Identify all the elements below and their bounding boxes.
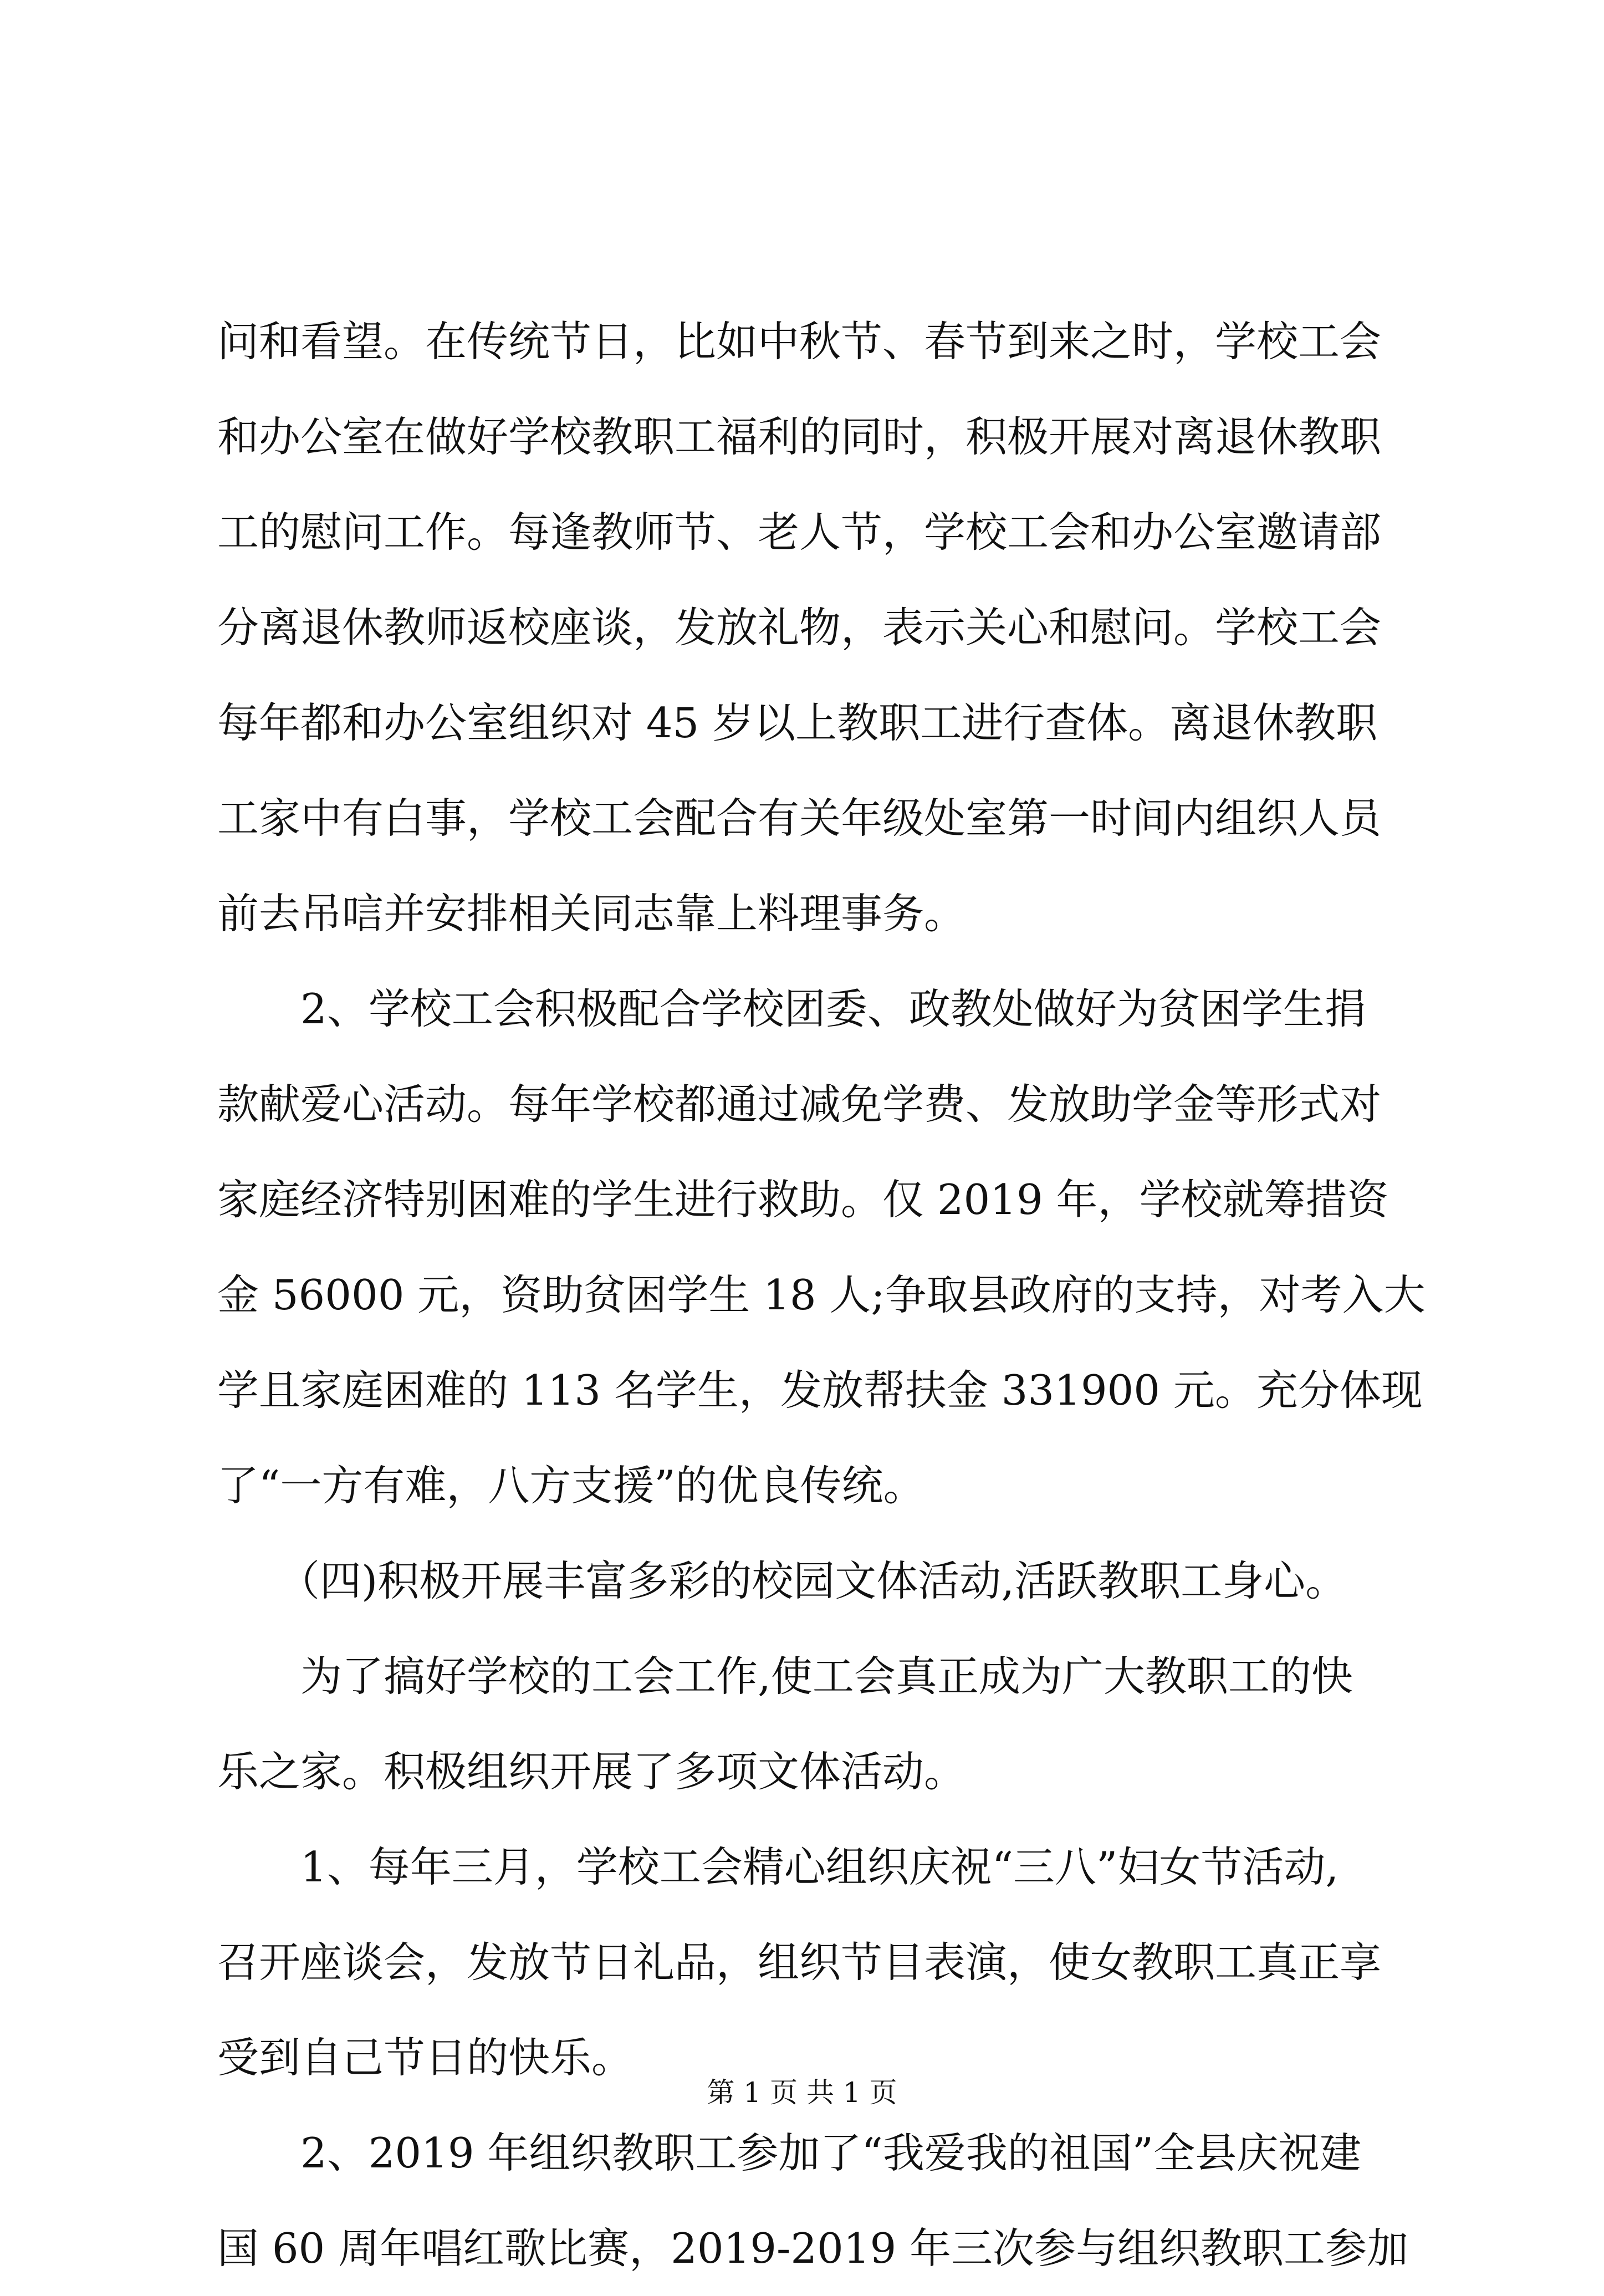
text-line: 国 60 周年唱红歌比赛，2019-2019 年三次参与组织教职工参加 [217,2224,1409,2273]
paragraph-start-line: 2、学校工会积极配合学校团委、政教处做好为贫困学生捐 [300,984,1366,1033]
text-line: 前去吊唁并安排相关同志靠上料理事务。 [217,889,966,938]
text-line: 分离退休教师返校座谈，发放礼物，表示关心和慰问。学校工会 [217,603,1382,652]
page-number-footer: 第 1 页 共 1 页 [707,2076,897,2109]
paragraph-start-line: 为了搞好学校的工会工作,使工会真正成为广大教职工的快 [300,1652,1353,1701]
document-body [217,294,1426,2296]
text-line: 款献爱心活动。每年学校都通过减免学费、发放助学金等形式对 [217,1080,1382,1129]
text-line: 召开座谈会，发放节日礼品，组织节目表演，使女教职工真正享 [217,1938,1382,1987]
paragraph-start-line: 1、每年三月，学校工会精心组织庆祝“三八”妇女节活动, [300,1843,1339,1891]
text-line: 工家中有白事，学校工会配合有关年级处室第一时间内组织人员 [217,794,1382,843]
section-heading: （四)积极开展丰富多彩的校园文体活动,活跃教职工身心。 [278,1557,1347,1605]
text-line: 家庭经济特别困难的学生进行救助。仅 2019 年，学校就筹措资 [217,1175,1389,1224]
text-line: 金 56000 元，资助贫困学生 18 人;争取县政府的支持，对考入大 [217,1271,1426,1319]
text-line: 学且家庭困难的 113 名学生，发放帮扶金 331900 元。充分体现 [217,1366,1423,1415]
text-line: 乐之家。积极组织开展了多项文体活动。 [217,1747,966,1796]
text-line: 和办公室在做好学校教职工福利的同时，积极开展对离退休教职 [217,412,1382,461]
text-line: 问和看望。在传统节日，比如中秋节、春节到来之时，学校工会 [217,317,1382,366]
text-line: 每年都和办公室组织对 45 岁以上教职工进行查体。离退休教职 [217,698,1378,747]
paragraph-start-line: 2、2019 年组织教职工参加了“我爱我的祖国”全县庆祝建 [300,2129,1362,2177]
text-line: 受到自己节日的快乐。 [217,2033,634,2082]
text-line: 工的慰问工作。每逢教师节、老人节，学校工会和办公室邀请部 [217,508,1382,557]
text-line: 了“一方有难，八方支援”的优良传统。 [217,1461,925,1510]
